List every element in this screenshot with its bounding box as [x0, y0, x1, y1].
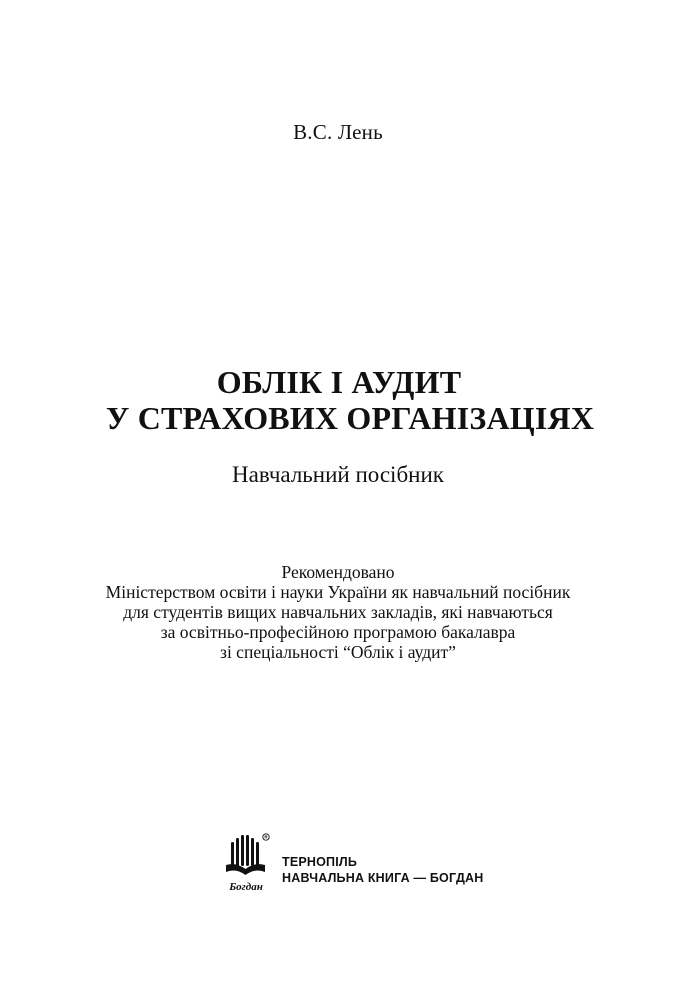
recommendation-line: Міністерством освіти і науки України як навчальний посібник: [105, 582, 571, 602]
book-title-line-2: У СТРАХОВИХ ОРГАНІЗАЦІЯХ: [105, 400, 595, 436]
book-subtitle: Навчальний посібник: [232, 462, 444, 487]
publisher-block: [222, 832, 522, 902]
publisher-city: ТЕРНОПІЛЬ: [282, 855, 358, 869]
author-name: В.С. Лень: [293, 120, 383, 144]
recommendation-line: за освітньо-професійною програмою бакалавра: [160, 622, 516, 642]
recommendation-note: [0, 562, 676, 662]
publisher-logo-icon: [222, 832, 270, 898]
recommendation-line: для студентів вищих навчальних закладів, які навчаються: [123, 602, 553, 622]
publisher-name: НАВЧАЛЬНА КНИГА — БОГДАН: [282, 871, 484, 885]
book-title-line-1: ОБЛІК І АУДИТ: [216, 364, 462, 400]
publisher-logo-wordmark: Богдан: [229, 881, 263, 893]
svg-text:R: R: [264, 834, 268, 840]
recommendation-line: Рекомендовано: [281, 562, 395, 582]
book-title: [0, 364, 700, 436]
recommendation-line: зі спеціальності “Облік і аудит”: [220, 642, 456, 662]
publisher-imprint: [282, 854, 484, 886]
